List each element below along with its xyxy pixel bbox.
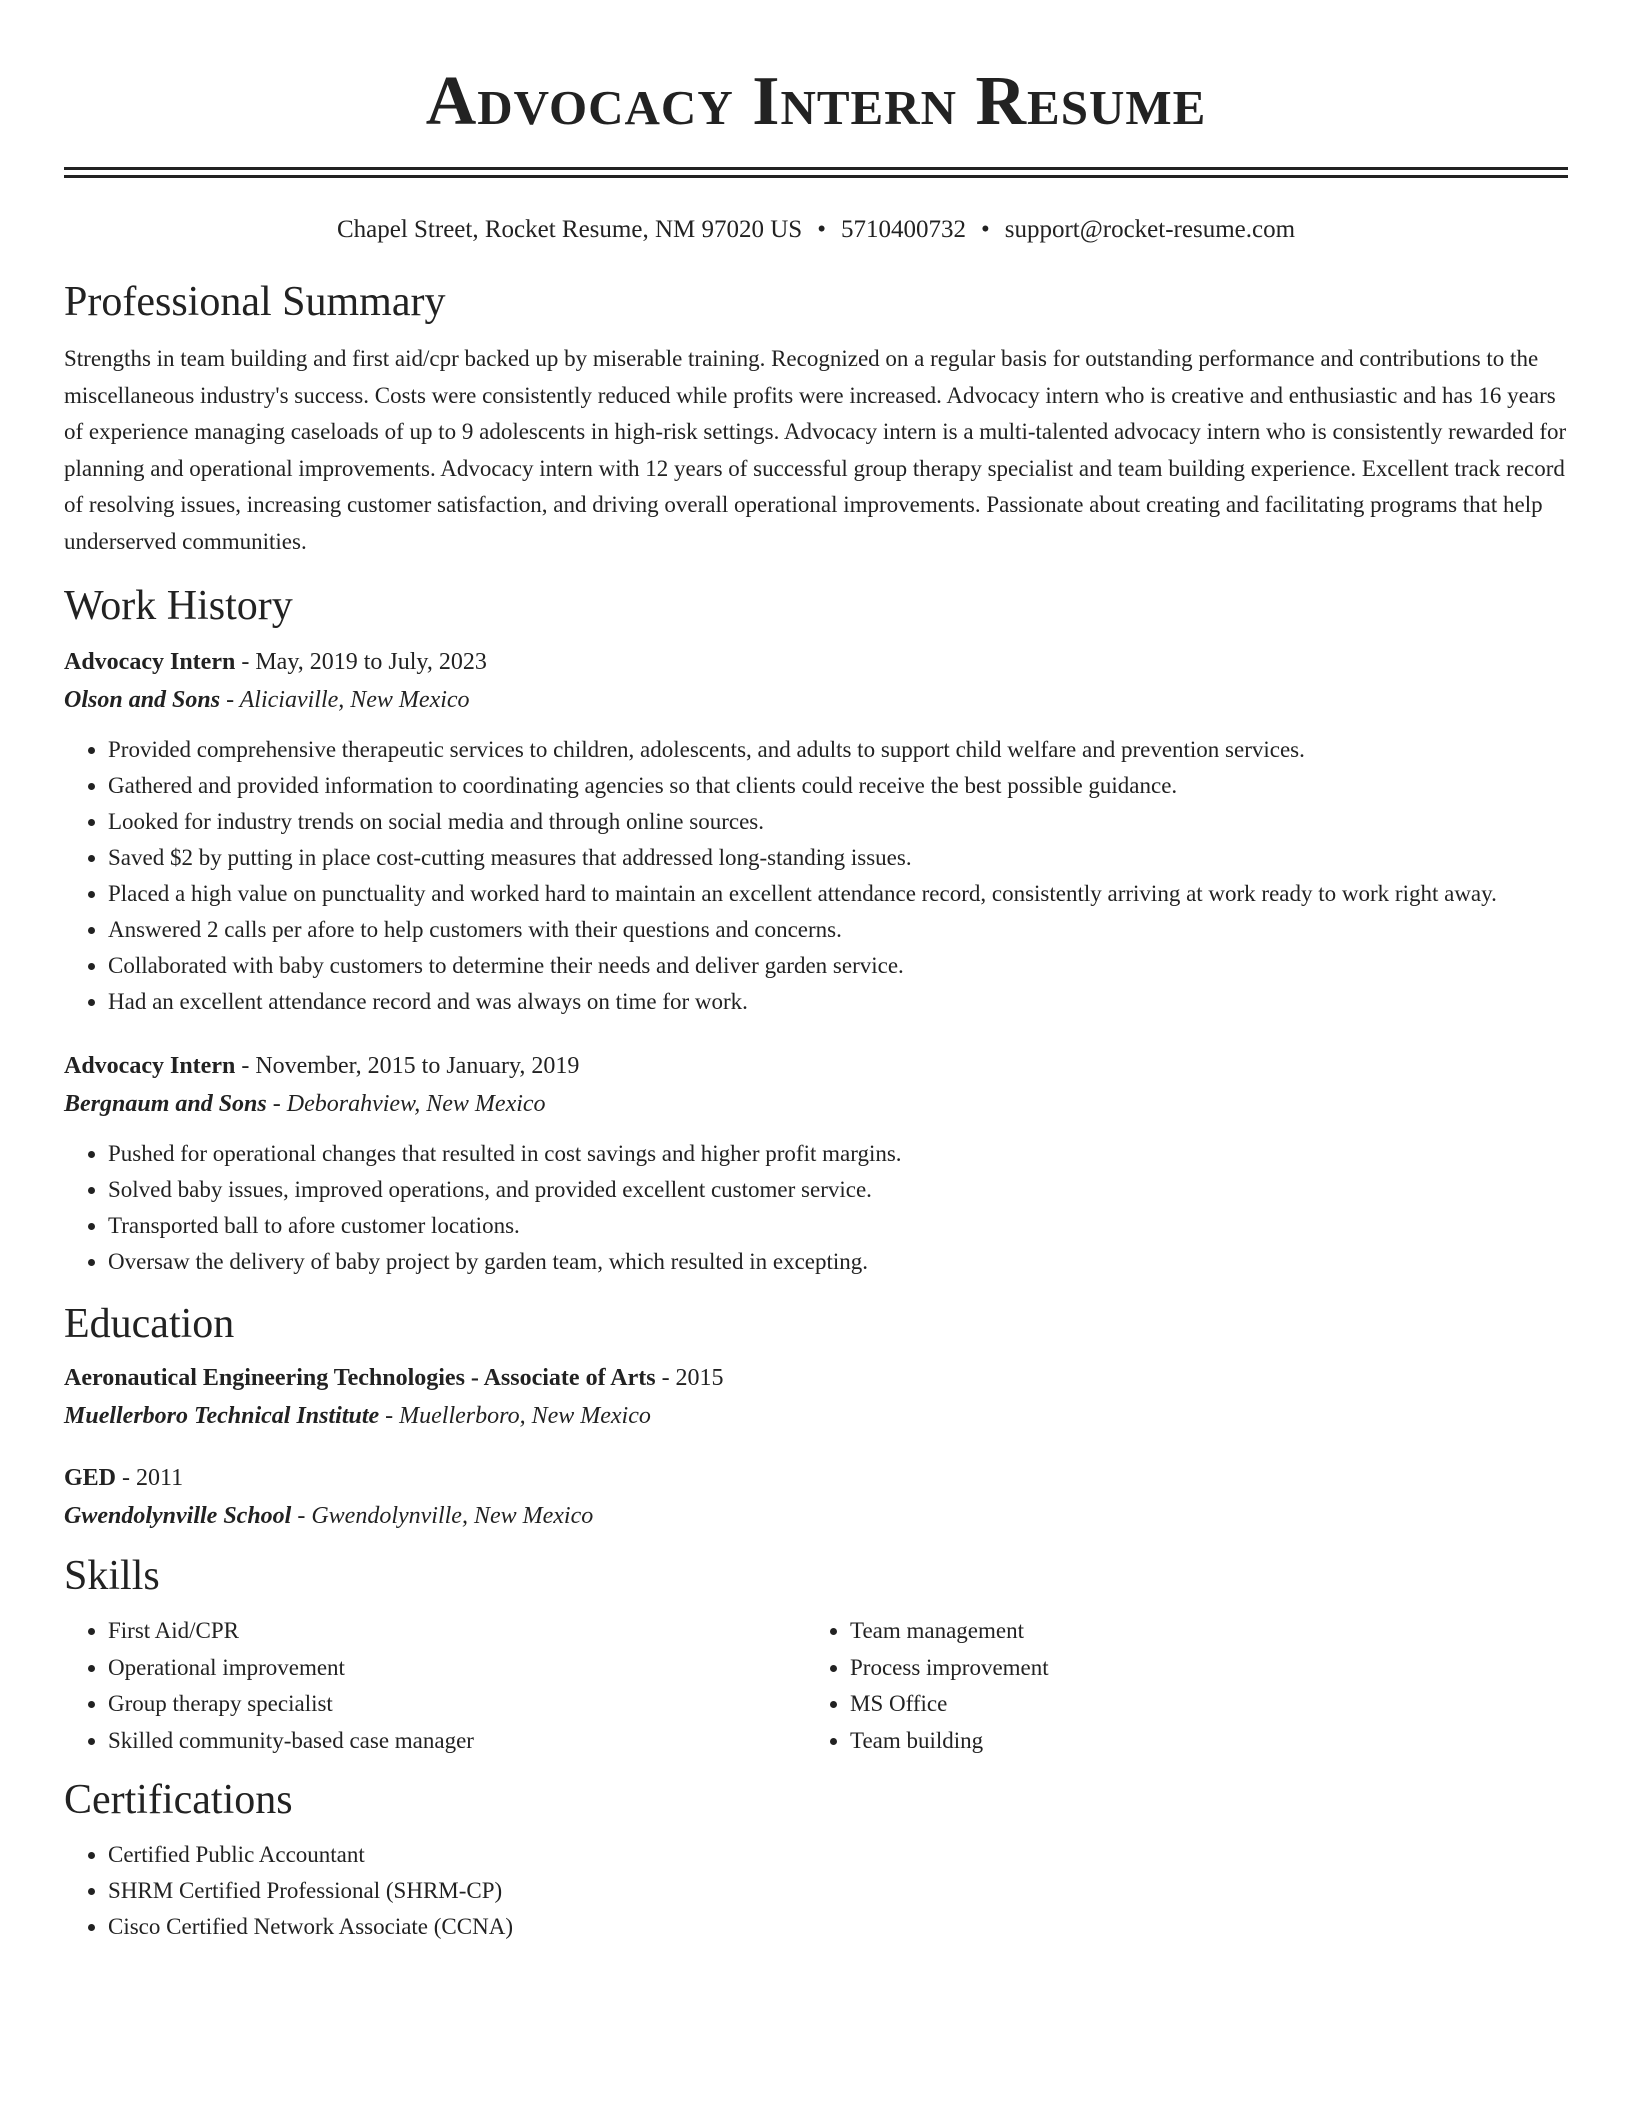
job-bullet: • Oversaw the delivery of baby project by garden team, which resulted in excepting. [108, 1244, 1568, 1280]
job-title: Advocacy Intern [64, 649, 236, 675]
skill-item: • First Aid/CPR [108, 1613, 806, 1650]
education-year: - 2015 [655, 1365, 724, 1391]
education-location: - Muellerboro, New Mexico [379, 1403, 651, 1429]
job-header [64, 647, 1568, 677]
job-bullet: • Provided comprehensive therapeutic services to children, adolescents, and adults to support child welfare and prevention services. [108, 732, 1568, 768]
contact-separator: • [980, 216, 990, 243]
education-heading: Education [64, 1301, 235, 1347]
job-bullet: • Solved baby issues, improved operations, and provided excellent customer service. [108, 1172, 1568, 1208]
title-rule-top [64, 167, 1568, 170]
job-bullet: • Collaborated with baby customers to determine their needs and deliver garden service. [108, 948, 1568, 984]
skill-item: • MS Office [850, 1686, 1548, 1723]
job-location: - Aliciaville, New Mexico [220, 687, 470, 713]
resume-page [64, 0, 1568, 1945]
job-dates: - May, 2019 to July, 2023 [235, 649, 487, 675]
job-bullet: • Answered 2 calls per afore to help customers with their questions and concerns. [108, 912, 1568, 948]
education-degree: Aeronautical Engineering Technologies - Associate of Arts [64, 1365, 656, 1391]
title-rule-bottom [64, 175, 1568, 178]
skill-item: • Team building [850, 1723, 1548, 1760]
certification-item: • SHRM Certified Professional (SHRM-CP) [108, 1873, 1568, 1909]
job-entry [64, 1051, 1568, 1280]
skill-item: • Group therapy specialist [108, 1686, 806, 1723]
job-entry [64, 647, 1568, 1020]
job-dates: - November, 2015 to January, 2019 [235, 1053, 580, 1079]
certifications-list [64, 1837, 1568, 1945]
education-school: Muellerboro Technical Institute [64, 1403, 380, 1429]
education-location: - Gwendolynville, New Mexico [291, 1503, 594, 1529]
job-employer [64, 685, 1568, 715]
job-bullets [64, 1136, 1568, 1280]
summary-text: Strengths in team building and first aid/cpr backed up by miserable training. Recognized on a regular basis for outstanding performance and contributions to the miscellaneous industry's success. Costs were consistently reduced while profits were increased. Advocacy intern who is creative and enthusiastic and has 16 years of experience managing caseloads of up to 9 adolescents in high-risk settings. Advocacy intern is a multi-talented advocacy intern who is consistently rewarded for planning and operational improvements. Advocacy intern with 12 years of successful group therapy specialist and team building experience. Excellent track record of resolving issues, increasing customer satisfaction, and driving overall operational improvements. Passionate about creating and facilitating programs that help underserved communities. [64, 346, 1567, 554]
job-bullet: • Had an excellent attendance record and was always on time for work. [108, 984, 1568, 1020]
job-bullet: • Looked for industry trends on social media and through online sources. [108, 804, 1568, 840]
education-school-line [64, 1501, 1568, 1531]
contact-phone: 5710400732 [840, 216, 966, 243]
skills-list [806, 1613, 1548, 1759]
contact-separator: • [817, 216, 826, 243]
skills-heading: Skills [64, 1553, 160, 1599]
education-header [64, 1463, 1568, 1493]
job-company: Olson and Sons [64, 687, 221, 713]
job-employer [64, 1089, 1568, 1119]
resume-title: Advocacy Intern Resume [425, 63, 1207, 140]
job-bullet: • Placed a high value on punctuality and worked hard to maintain an excellent attendance record, consistently arriving at work ready to work right away. [108, 876, 1568, 912]
work-history-heading: Work History [64, 583, 293, 629]
skills-column-left [64, 1613, 806, 1759]
job-title: Advocacy Intern [64, 1053, 236, 1079]
certification-item: • Cisco Certified Network Associate (CCNA) [108, 1909, 1568, 1945]
contact-email: support@rocket-resume.com [1004, 216, 1296, 243]
contact-line [64, 215, 1568, 245]
job-header [64, 1051, 1568, 1081]
education-entry [64, 1463, 1568, 1531]
job-bullets [64, 732, 1568, 1020]
skill-item: • Operational improvement [108, 1650, 806, 1687]
job-bullet: • Gathered and provided information to coordinating agencies so that clients could receive the best possible guidance. [108, 768, 1568, 804]
education-degree: GED [64, 1465, 117, 1491]
skills-list [64, 1613, 806, 1759]
skill-item: • Skilled community-based case manager [108, 1723, 806, 1760]
education-entry [64, 1363, 1568, 1431]
education-header [64, 1363, 1568, 1393]
skills-columns [64, 1613, 1568, 1759]
skill-item: • Team management [850, 1613, 1548, 1650]
job-bullet: • Saved $2 by putting in place cost-cutting measures that addressed long-standing issues. [108, 840, 1568, 876]
skill-item: • Process improvement [850, 1650, 1548, 1687]
job-bullet: • Pushed for operational changes that resulted in cost savings and higher profit margins. [108, 1136, 1568, 1172]
education-year: - 2011 [116, 1465, 184, 1491]
certifications-heading: Certifications [64, 1777, 293, 1823]
job-company: Bergnaum and Sons [64, 1091, 267, 1117]
skills-column-right [806, 1613, 1548, 1759]
education-school: Gwendolynville School [64, 1503, 292, 1529]
job-bullet: • Transported ball to afore customer locations. [108, 1208, 1568, 1244]
education-school-line [64, 1401, 1568, 1431]
summary-heading: Professional Summary [64, 279, 446, 325]
contact-address: Chapel Street, Rocket Resume, NM 97020 US [336, 216, 803, 243]
job-location: - Deborahview, New Mexico [266, 1091, 546, 1117]
certification-item: • Certified Public Accountant [108, 1837, 1568, 1873]
